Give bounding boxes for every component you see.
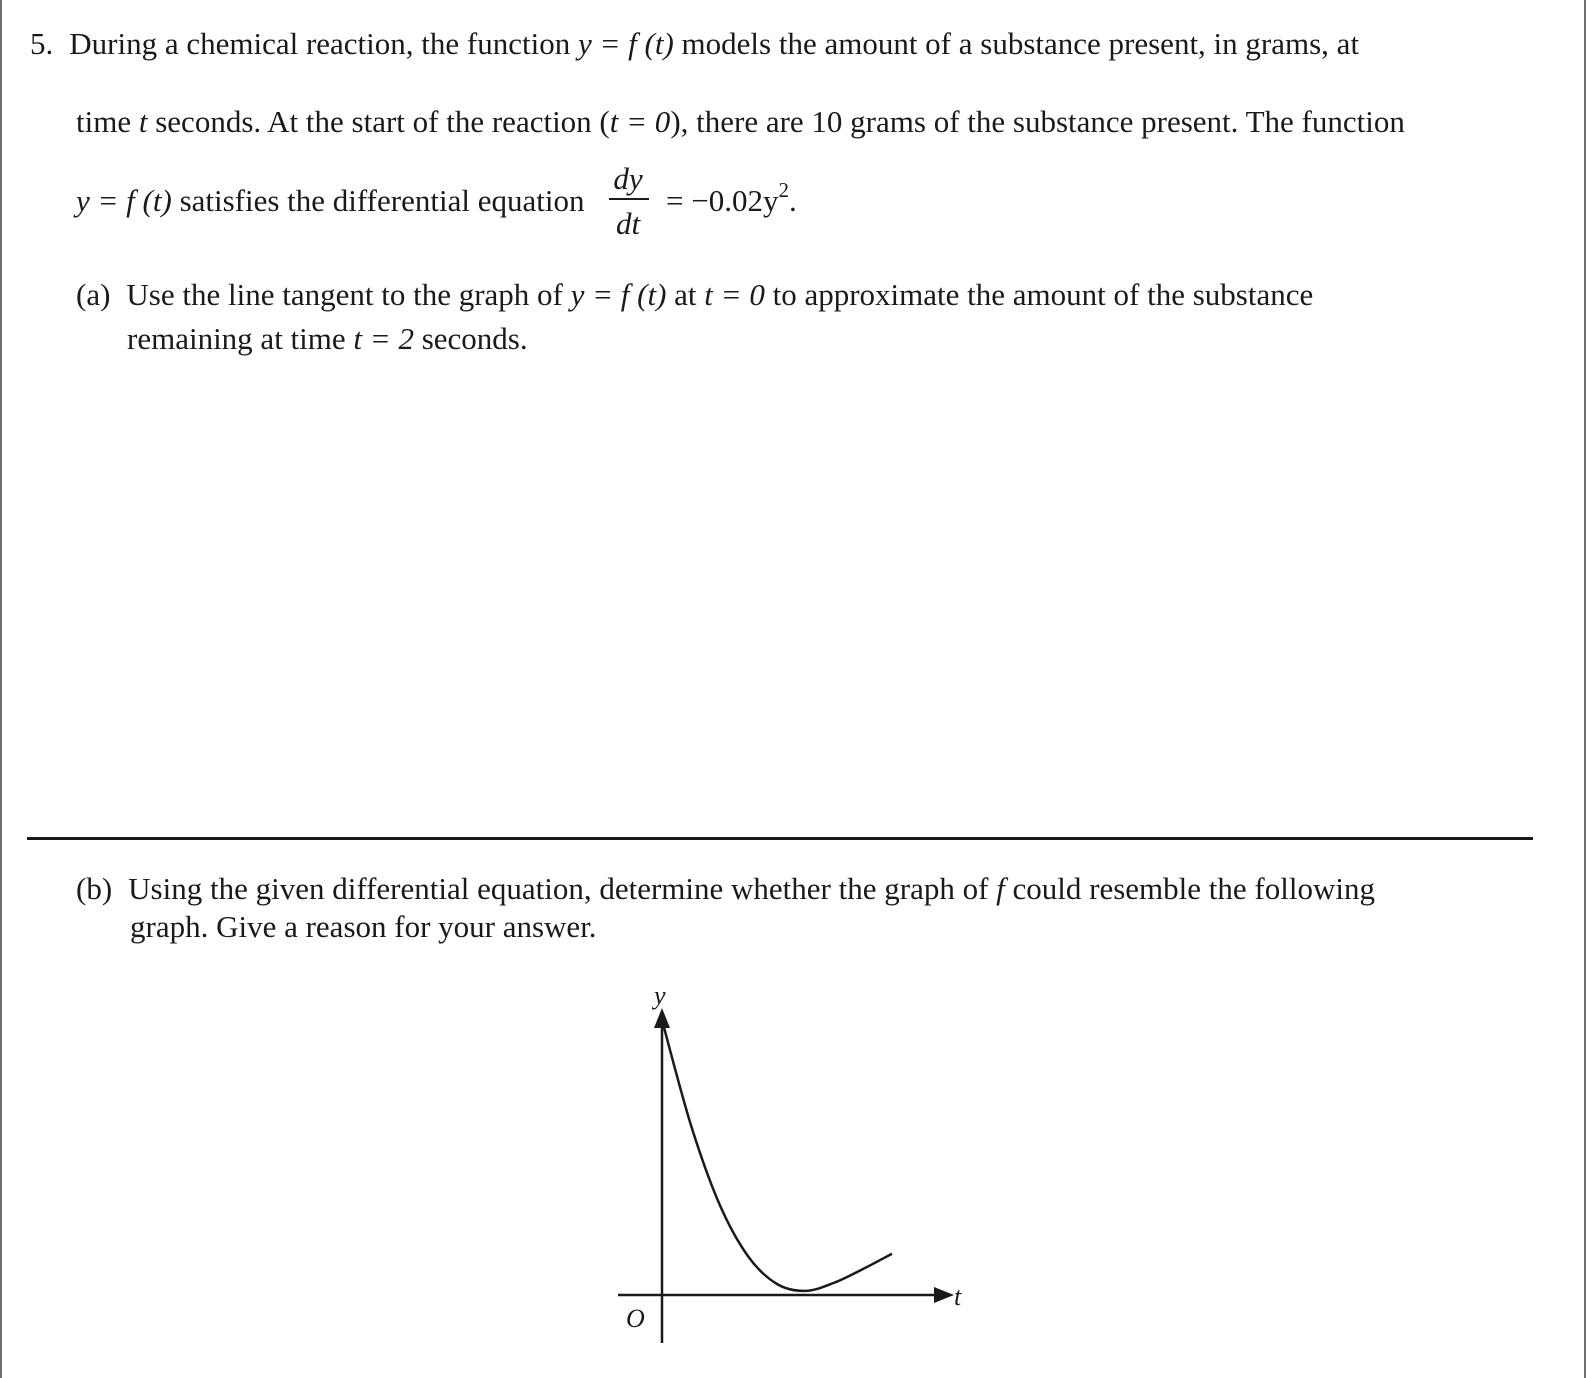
problem-number: 5.: [30, 26, 54, 61]
function-curve: [662, 1020, 892, 1291]
period: .: [788, 183, 797, 218]
part-a-line-2: [127, 323, 528, 354]
intro-line1-before: During a chemical reaction, the function: [69, 26, 578, 61]
part-a-line2-a: remaining at time: [127, 321, 354, 356]
initial-condition: t = 0: [609, 104, 671, 139]
fraction-bar: [609, 198, 649, 200]
intro-line2-a: time: [76, 104, 139, 139]
part-a-line2-b: seconds.: [413, 321, 528, 356]
part-b-line2: graph. Give a reason for your answer.: [130, 909, 597, 944]
part-b-line-2: [130, 911, 597, 942]
intro-line3-text: satisfies the differential equation: [171, 183, 585, 218]
part-b-line-1: [76, 873, 1375, 904]
part-b-f: f: [996, 871, 1005, 906]
derivative-numerator: dy: [613, 161, 643, 196]
problem-intro-line-1: [30, 28, 1359, 59]
x-axis-label: t: [954, 1282, 962, 1311]
exponent: 2: [778, 178, 789, 202]
section-divider: [27, 837, 1533, 840]
part-a-label: (a): [76, 277, 111, 312]
derivative-denominator: dt: [615, 206, 641, 241]
y-axis-label: y: [654, 981, 666, 1010]
variable-t: t: [138, 104, 148, 139]
part-a-text-c: to approximate the amount of the substance: [764, 277, 1314, 312]
page-frame-right: [1584, 0, 1586, 1378]
part-a-t-zero: t = 0: [704, 277, 765, 312]
part-b-text-b: could resemble the following: [1004, 871, 1375, 906]
part-a-t-two: t = 2: [353, 321, 414, 356]
differential-equation-rhs: [666, 178, 797, 218]
page-frame-left: [0, 0, 2, 1378]
intro-line1-after: models the amount of a substance present, in grams, at: [673, 26, 1360, 61]
part-a-text-b: at: [666, 277, 705, 312]
part-a-line-1: [76, 279, 1313, 310]
problem-intro-line-3: [76, 185, 584, 216]
part-b-text-a: Using the given differential equation, determine whether the graph of: [128, 871, 997, 906]
intro-line2-c: ), there are 10 grams of the substance present. The function: [670, 104, 1405, 139]
part-b-label: (b): [76, 871, 113, 906]
intro-line2-b: seconds. At the start of the reaction (: [147, 104, 610, 139]
function-notation: y = f (t): [577, 26, 674, 61]
part-a-text-a: Use the line tangent to the graph of: [126, 277, 571, 312]
origin-label: O: [626, 1304, 645, 1333]
rhs-expression: = −0.02y: [666, 183, 779, 218]
problem-intro-line-2: [76, 106, 1405, 137]
function-notation-2: y = f (t): [76, 183, 172, 218]
curve-graph: [600, 981, 980, 1360]
part-a-function: y = f (t): [570, 277, 667, 312]
